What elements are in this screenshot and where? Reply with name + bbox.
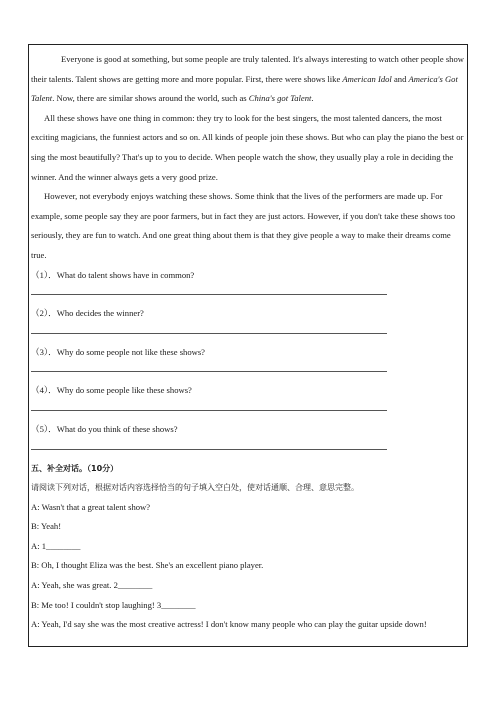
dialogue-line: A: Wasn't that a great talent show? [31,501,151,512]
dialogue-line: B: Me too! I couldn't stop laughing! 3________ [31,599,196,610]
p1-text-b: and [391,73,409,84]
dialogue-line: B: Yeah! [31,521,62,532]
question-1: （1）．What do talent shows have in common? [31,269,195,280]
p1-text-d: . [311,93,314,104]
passage-paragraph-2: All these shows have one thing in common: they try to look for the best singers, the most talented dancers, the most exciting magicians, the funniest actors and so on. All kinds of people join these shows. But who can play the piano the best or sing the most beautifully? That's up to you to decide. When people watch the show, they usually play a role in deciding the winner. And the winner always gets a very good prize. [31,112,464,182]
p1-text-c: . Now, there are similar shows around the world, such as [52,93,249,104]
answer-line-4[interactable] [31,410,387,411]
answer-line-5[interactable] [31,449,387,450]
p1-text-a: Everyone is good at something, but some people are truly talented. It's always interesting to watch other people show their talents. Talent shows are getting more and more popular. First, there were shows like [31,54,464,84]
dialogue-line: A: 1________ [31,540,81,551]
answer-line-3[interactable] [31,371,387,372]
question-5: （5）．What do you think of these shows? [31,423,178,434]
answer-line-1[interactable] [31,294,387,295]
show-title-2: America's Got Talent [31,73,458,104]
section-5-title: 五、补全对话。（10分） [31,463,119,473]
question-4: （4）．Why do some people like these shows? [31,385,192,396]
answer-line-2[interactable] [31,333,387,334]
dialogue-line: B: Oh, I thought Eliza was the best. She's an excellent piano player. [31,560,264,571]
worksheet-content [31,50,465,635]
question-2: （2）．Who decides the winner? [31,308,144,319]
question-3: （3）．Why do some people not like these shows? [31,346,205,357]
show-title-3: China's got Talent [248,93,312,104]
section-5-instruction: 请阅读下列对话，根据对话内容选择恰当的句子填入空白处，使对话通顺、合理、意思完整。 [31,483,359,493]
dialogue-line: A: Yeah, she was great. 2________ [31,580,153,591]
passage-paragraph-1 [31,50,465,109]
dialogue-line: A: Yeah, I'd say she was the most creative actress! I don't know many people who can play the guitar upside down! [31,619,427,630]
passage-paragraph-3: However, not everybody enjoys watching these shows. Some think that the lives of the performers are made up. For example, some people say they are poor farmers, but in fact they are just actors. However, if you don't take these shows too seriously, they are fun to watch. And one great thing about them is that they give people a way to make their dreams come true. [31,191,456,260]
show-title-1: American Idol [342,73,392,84]
